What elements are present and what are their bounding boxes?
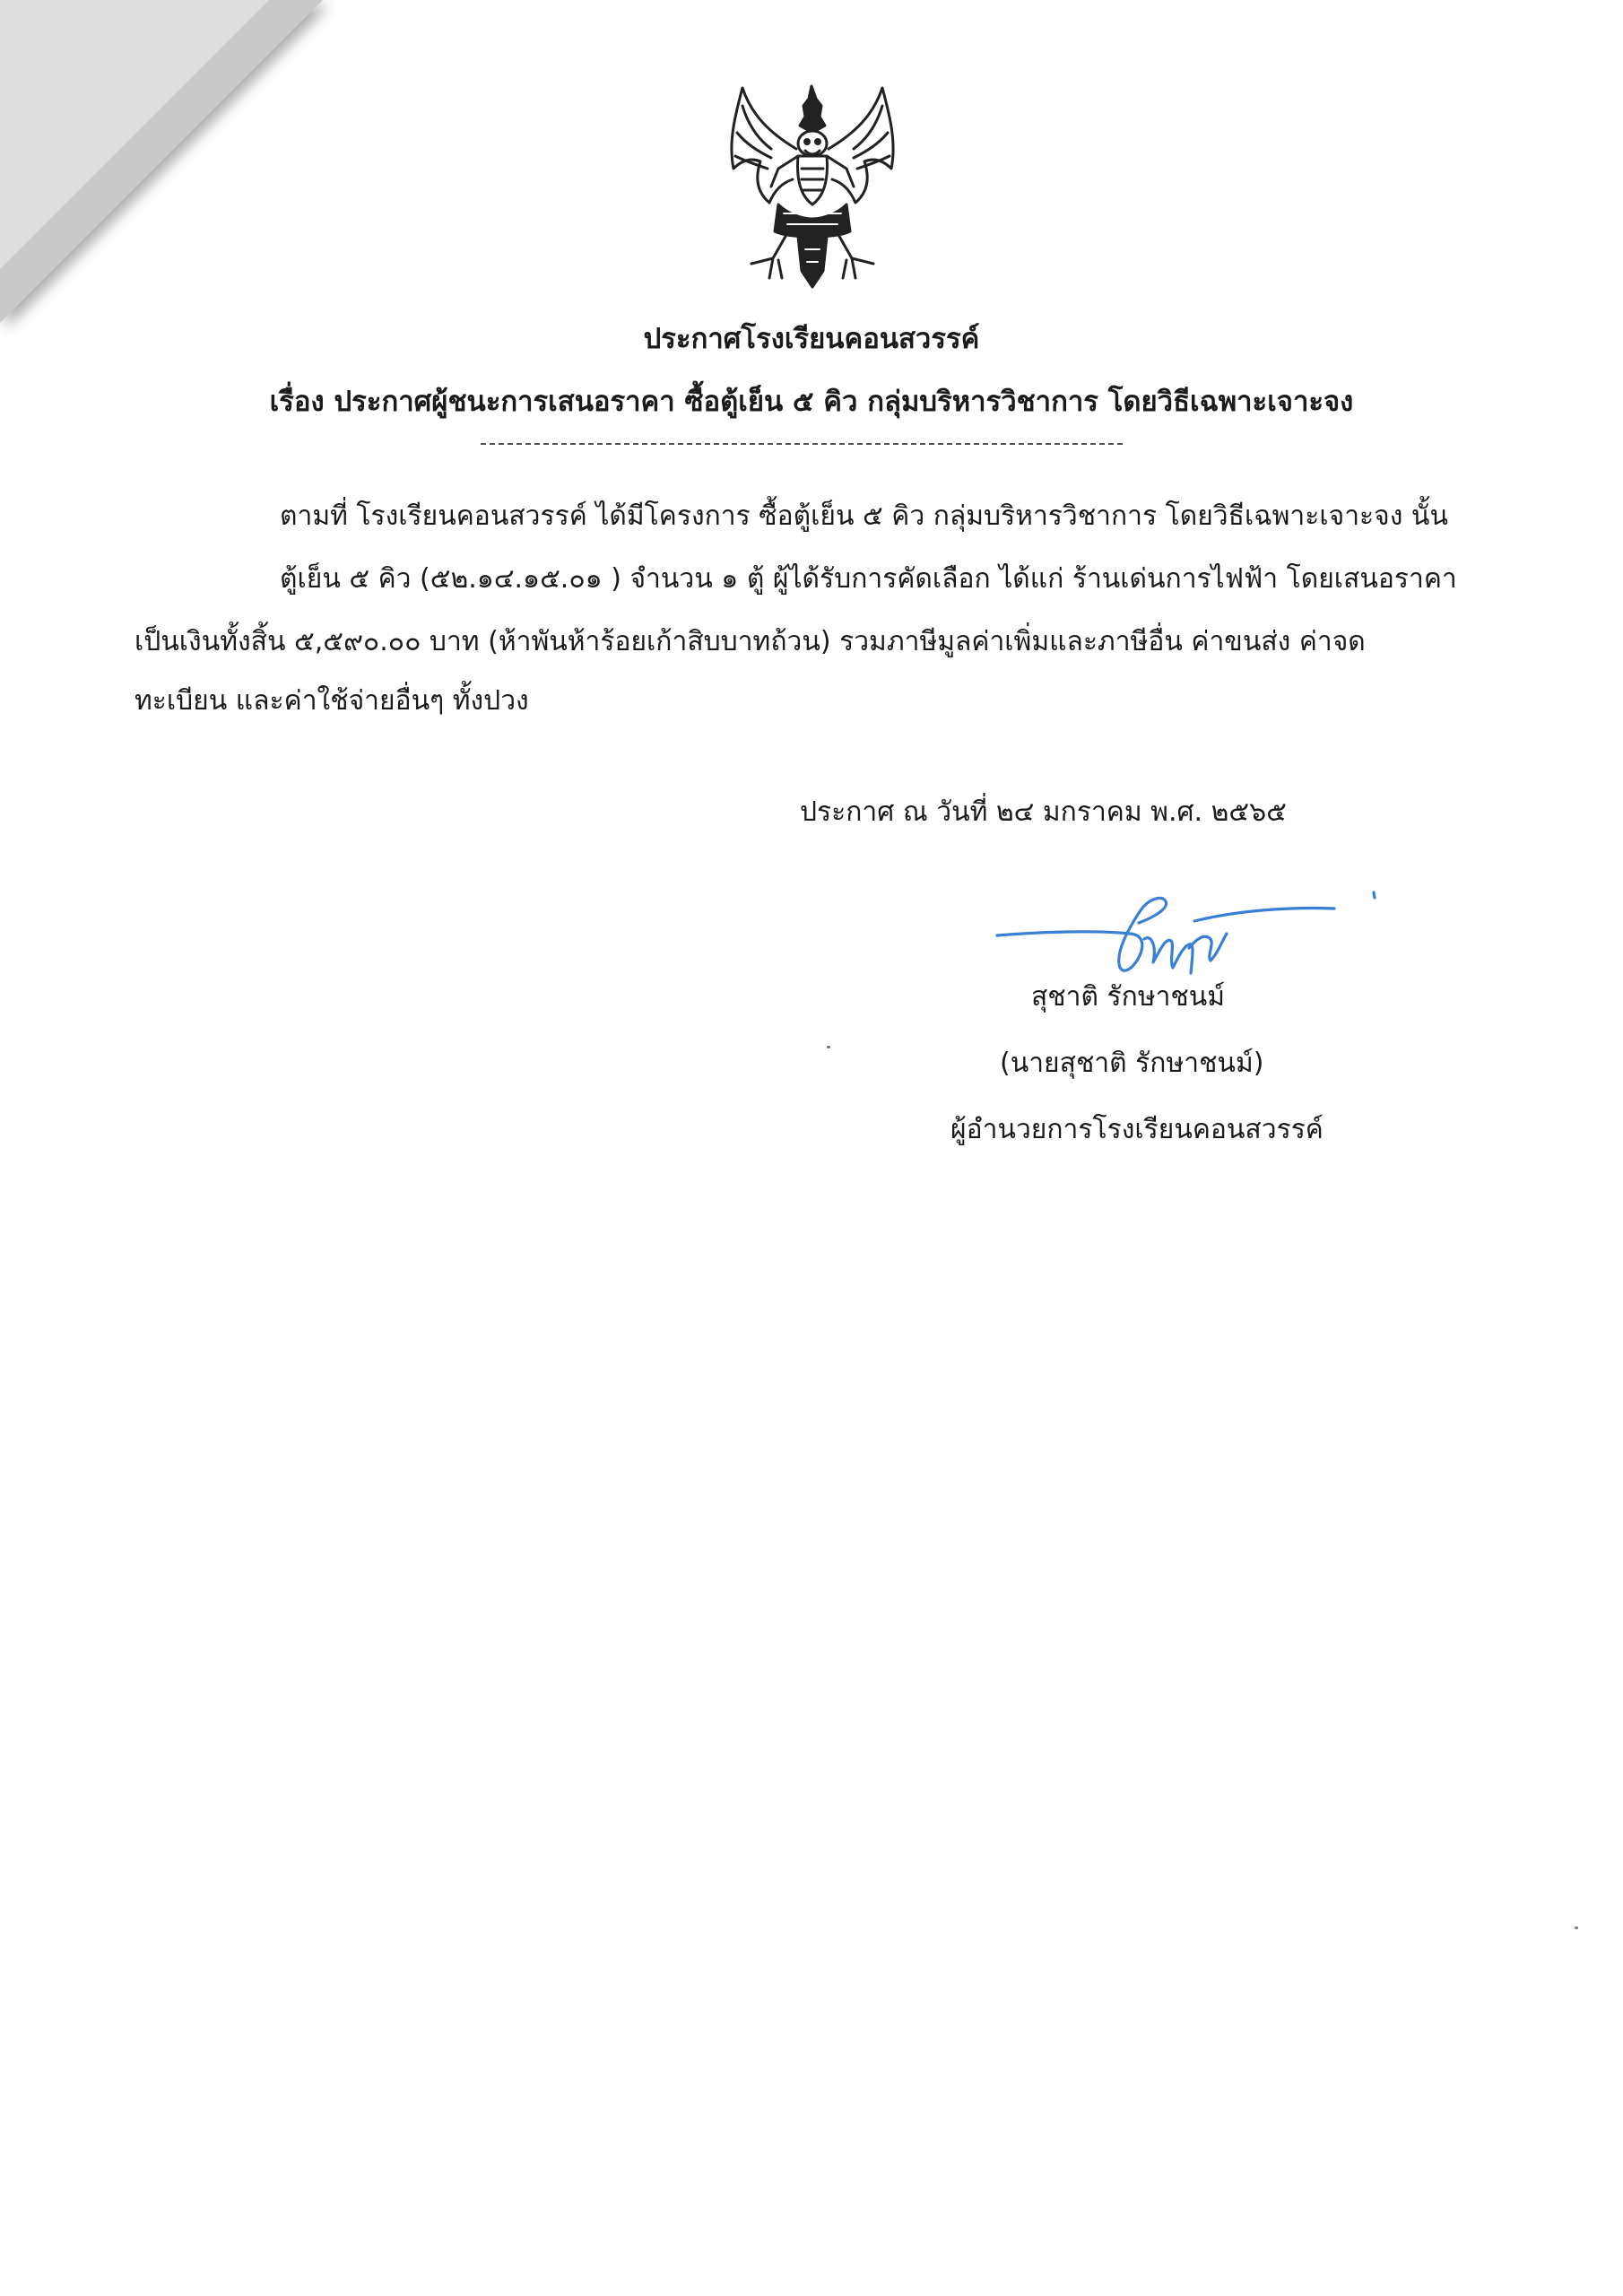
handwritten-signature-icon: [986, 874, 1381, 991]
body-line: เป็นเงินทั้งสิ้น ๕,๕๙๐.๐๐ บาท (ห้าพันห้าร้อยเก้าสิบบาทถ้วน) รวมภาษีมูลค่าเพิ่มและภาษีอื่น ค่าขนส่ง ค่าจด: [135, 626, 1366, 657]
document-subject: เรื่อง ประกาศผู้ชนะการเสนอราคา ซื้อตู้เย็น ๕ คิว กลุ่มบริหารวิชาการ โดยวิธีเฉพาะเจาะจง: [269, 386, 1354, 418]
separator-line: [481, 443, 1123, 445]
body-line: ตู้เย็น ๕ คิว (๕๒.๑๔.๑๕.๐๑ ) จำนวน ๑ ตู้ ผู้ได้รับการคัดเลือก ได้แก่ ร้านเด่นการไฟฟ้า โดยเสนอราคา: [280, 563, 1457, 595]
signatory-name: สุชาติ รักษาชนม์: [1031, 981, 1226, 1013]
document-title: ประกาศโรงเรียนคอนสวรรค์: [643, 323, 980, 355]
signatory-full-name: (นายสุชาติ รักษาชนม์): [1000, 1048, 1264, 1079]
scan-speck: [827, 1046, 830, 1048]
garuda-emblem-icon: [716, 79, 908, 294]
body-line: ทะเบียน และค่าใช้จ่ายอื่นๆ ทั้งปวง: [135, 685, 529, 717]
signatory-position: ผู้อำนวยการโรงเรียนคอนสวรรค์: [950, 1114, 1324, 1145]
scan-speck: [1575, 1926, 1578, 1929]
body-line: ตามที่ โรงเรียนคอนสวรรค์ ได้มีโครงการ ซื้อตู้เย็น ๕ คิว กลุ่มบริหารวิชาการ โดยวิธีเฉพาะเจาะจง นั้น: [280, 500, 1448, 532]
page-fold-highlight: [0, 0, 269, 269]
announcement-date: ประกาศ ณ วันที่ ๒๔ มกราคม พ.ศ. ๒๕๖๕: [800, 796, 1287, 828]
